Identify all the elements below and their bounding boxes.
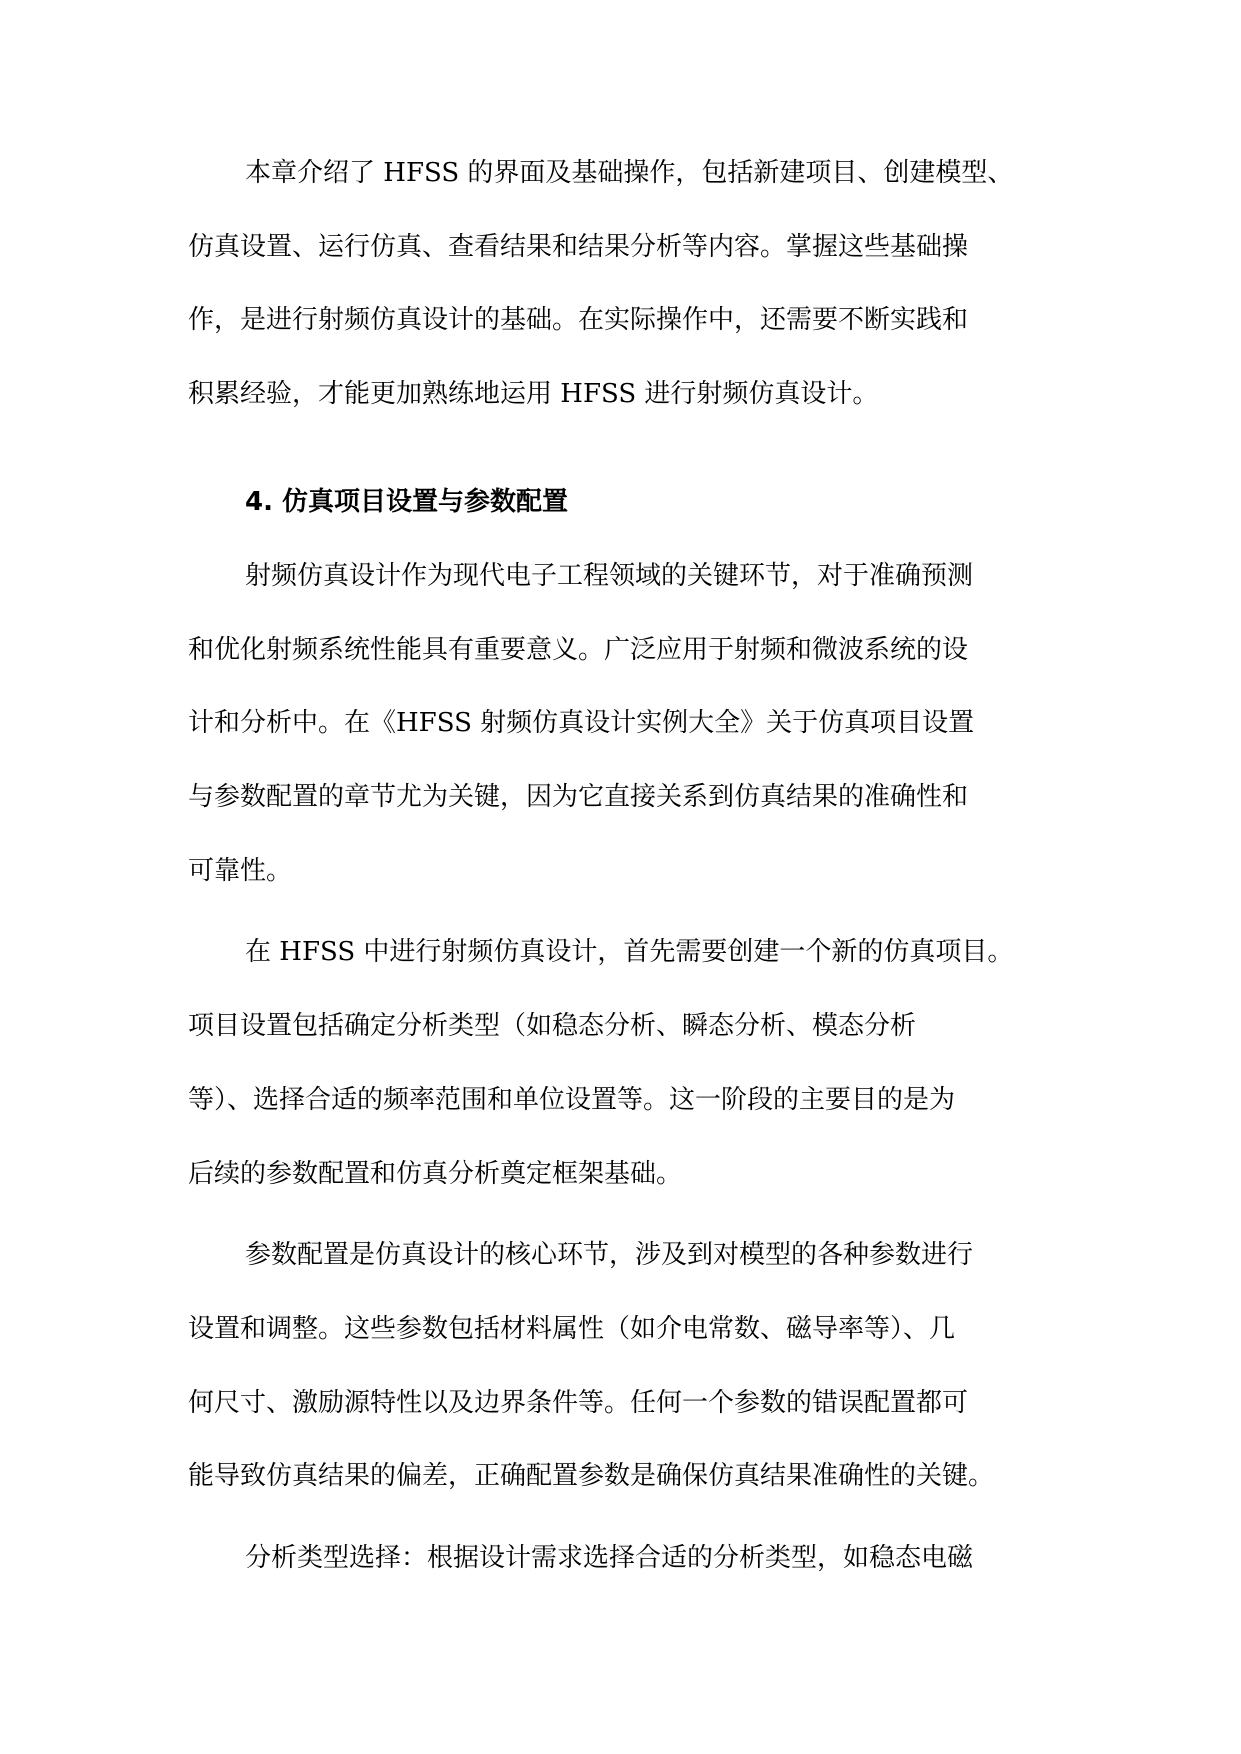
paragraph-1-line-4: 积累经验，才能更加熟练地运用 HFSS 进行射频仿真设计。 — [188, 379, 879, 409]
paragraph-3-line-2: 项目设置包括确定分析类型（如稳态分析、瞬态分析、模态分析 — [188, 1011, 917, 1041]
section-heading: 4. 仿真项目设置与参数配置 — [245, 487, 569, 517]
paragraph-4-line-3: 何尺寸、激励源特性以及边界条件等。任何一个参数的错误配置都可 — [188, 1388, 969, 1418]
paragraph-4-line-1: 参数配置是仿真设计的核心环节，涉及到对模型的各种参数进行 — [245, 1240, 974, 1270]
paragraph-3-line-3: 等）、选择合适的频率范围和单位设置等。这一阶段的主要目的是为 — [188, 1085, 956, 1115]
paragraph-2-line-3: 计和分析中。在《HFSS 射频仿真设计实例大全》关于仿真项目设置 — [188, 708, 975, 738]
paragraph-5-line-1: 分析类型选择：根据设计需求选择合适的分析类型，如稳态电磁 — [245, 1543, 974, 1573]
paragraph-2-line-1: 射频仿真设计作为现代电子工程领域的关键环节，对于准确预测 — [245, 561, 974, 591]
paragraph-3-line-1: 在 HFSS 中进行射频仿真设计，首先需要创建一个新的仿真项目。 — [245, 937, 1014, 967]
paragraph-3-line-4: 后续的参数配置和仿真分析奠定框架基础。 — [188, 1159, 683, 1189]
paragraph-2-line-4: 与参数配置的章节尤为关键，因为它直接关系到仿真结果的准确性和 — [188, 782, 969, 812]
paragraph-4-line-2: 设置和调整。这些参数包括材料属性（如介电常数、磁导率等）、几 — [188, 1314, 956, 1344]
paragraph-4-line-4: 能导致仿真结果的偏差，正确配置参数是确保仿真结果准确性的关键。 — [188, 1461, 995, 1491]
paragraph-1-line-1: 本章介绍了 HFSS 的界面及基础操作，包括新建项目、创建模型、 — [245, 158, 1014, 188]
paragraph-2-line-2: 和优化射频系统性能具有重要意义。广泛应用于射频和微波系统的设 — [188, 635, 969, 665]
paragraph-1-line-3: 作，是进行射频仿真设计的基础。在实际操作中，还需要不断实践和 — [188, 305, 969, 335]
paragraph-1-line-2: 仿真设置、运行仿真、查看结果和结果分析等内容。掌握这些基础操 — [188, 232, 969, 262]
paragraph-2-line-5: 可靠性。 — [188, 856, 293, 886]
